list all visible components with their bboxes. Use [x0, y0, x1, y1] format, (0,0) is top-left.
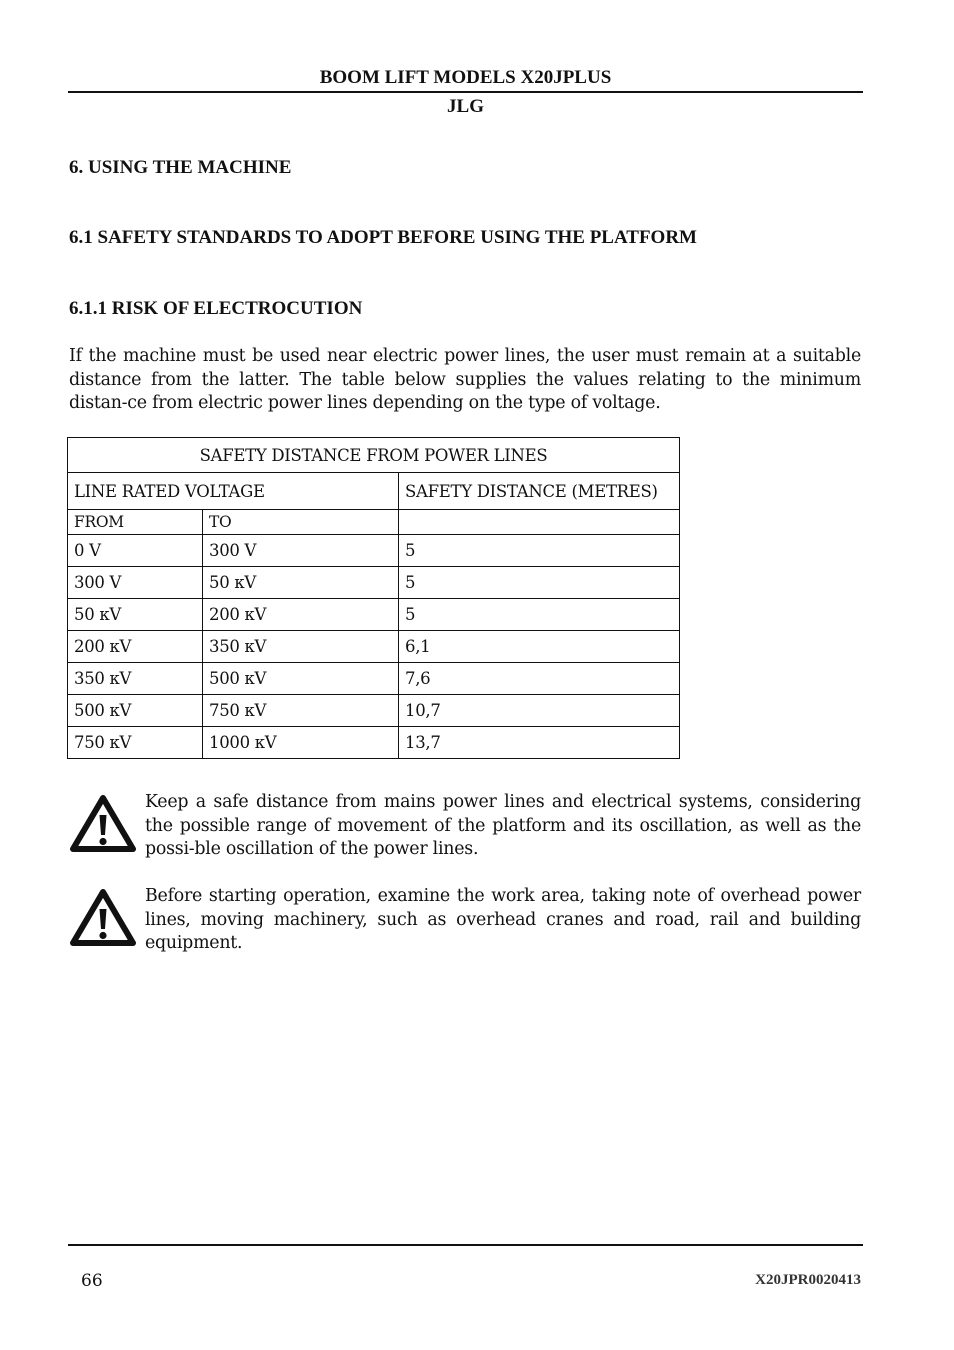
page-number: 66 — [81, 1271, 103, 1291]
cell-distance: 5 — [399, 567, 680, 599]
table-row — [68, 567, 680, 599]
subsubsection-heading: 6.1.1 RISK OF ELECTROCUTION — [69, 298, 363, 319]
safety-distance-table — [67, 437, 680, 759]
warning-text: Keep a safe distance from mains power lines and electrical systems, considering the possible range of movement of the platform and its oscillation, as well as the possi-ble oscillation of the power lines. — [145, 792, 861, 859]
intro-paragraph: If the machine must be used near electric power lines, the user must remain at a suitable distance from the latter. The table below supplies the values relating to the minimum distan-ce from electric power lines depending on the type of voltage. — [69, 346, 861, 413]
cell-to: 300 V — [203, 535, 399, 567]
cell-from: 200 κV — [68, 631, 203, 663]
brand-name: JLG — [447, 96, 484, 117]
table-row — [68, 695, 680, 727]
cell-to: 350 κV — [203, 631, 399, 663]
cell-from: 50 κV — [68, 599, 203, 631]
document-code: X20JPR0020413 — [755, 1272, 861, 1288]
subheader-empty — [399, 510, 680, 535]
table-row — [68, 663, 680, 695]
cell-distance: 7,6 — [399, 663, 680, 695]
warning-triangle-icon — [70, 795, 136, 853]
subheader-to: TO — [203, 510, 399, 535]
warning-triangle-icon — [70, 889, 136, 947]
warning-notice — [70, 885, 862, 957]
warning-text: Before starting operation, examine the work area, taking note of overhead power lines, moving machinery, such as overhead cranes and road, rail and building equipment. — [145, 886, 861, 953]
cell-distance: 6,1 — [399, 631, 680, 663]
column-header-voltage: LINE RATED VOLTAGE — [68, 473, 399, 510]
cell-from: 350 κV — [68, 663, 203, 695]
cell-to: 50 κV — [203, 567, 399, 599]
table-row — [68, 599, 680, 631]
header-rule — [68, 91, 863, 93]
table-row — [68, 727, 680, 759]
subsection-heading: 6.1 SAFETY STANDARDS TO ADOPT BEFORE USING THE PLATFORM — [69, 227, 697, 248]
cell-from: 0 V — [68, 535, 203, 567]
column-header-distance: SAFETY DISTANCE (METRES) — [399, 473, 680, 510]
footer-rule — [68, 1244, 863, 1246]
warning-notice — [70, 791, 862, 863]
cell-from: 300 V — [68, 567, 203, 599]
subheader-from: FROM — [68, 510, 203, 535]
cell-from: 500 κV — [68, 695, 203, 727]
cell-from: 750 κV — [68, 727, 203, 759]
cell-distance: 5 — [399, 535, 680, 567]
section-heading: 6. USING THE MACHINE — [69, 157, 292, 178]
cell-to: 750 κV — [203, 695, 399, 727]
table-row — [68, 631, 680, 663]
document-title: BOOM LIFT MODELS X20JPLUS — [319, 67, 612, 88]
cell-to: 1000 κV — [203, 727, 399, 759]
page-header — [68, 66, 863, 119]
cell-distance: 10,7 — [399, 695, 680, 727]
cell-distance: 5 — [399, 599, 680, 631]
cell-to: 500 κV — [203, 663, 399, 695]
cell-to: 200 κV — [203, 599, 399, 631]
table-title: SAFETY DISTANCE FROM POWER LINES — [68, 438, 680, 473]
table-row — [68, 535, 680, 567]
cell-distance: 13,7 — [399, 727, 680, 759]
